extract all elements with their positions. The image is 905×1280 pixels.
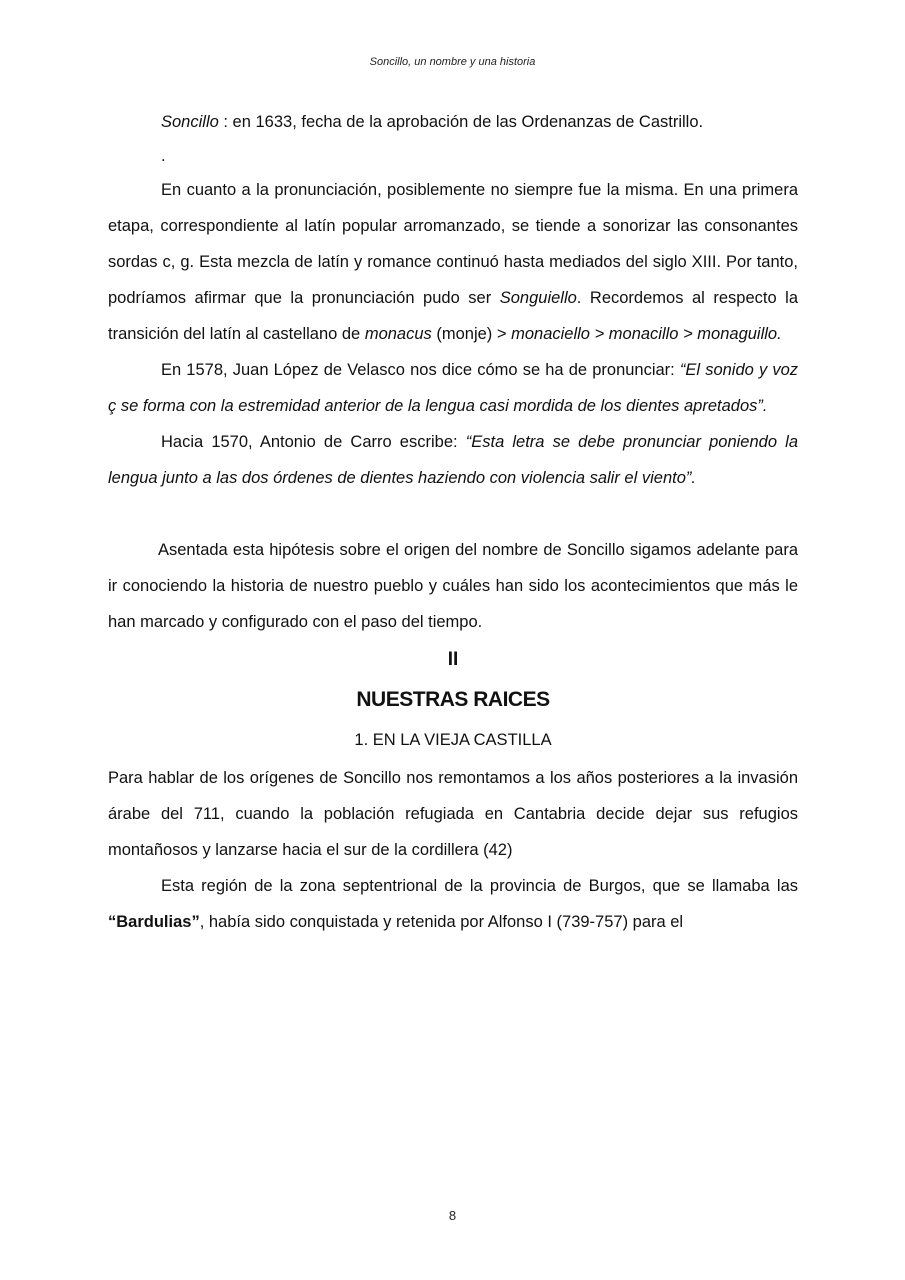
- term-monacus: monacus: [364, 325, 432, 343]
- section-heading: 1. EN LA VIEJA CASTILLA: [354, 731, 552, 749]
- paragraph-pronunciation: En cuanto a la pronunciación, posiblemente no siempre fue la misma. En una primera etapa, correspondiente al latín popular arromanzado, se tiende a sonorizar las consonantes sordas c, g. Esta mezcla de latín y romance continuó hasta mediados del siglo XIII. Por tanto, podríamos afirmar que la pronunciación pudo ser Songuiello. Recordemos al respecto la transición del latín al castellano de monacus (monje) > monaciello > monacillo > monaguillo.: [108, 181, 798, 343]
- paragraph-lopez-velasco: En 1578, Juan López de Velasco nos dice cómo se ha de pronunciar: “El sonido y voz ç se forma con la estremidad anterior de la lengua casi mordida de los dientes apretados”.: [108, 361, 798, 415]
- stray-dot: .: [161, 147, 166, 165]
- page-number: 8: [448, 1208, 457, 1223]
- paragraph-origenes: Para hablar de los orígenes de Soncillo nos remontamos a los años posteriores a la invasión árabe del 711, cuando la población refugiada en Cantabria decide dejar sus refugios montañosos y lanzarse hacia el sur de la cordillera (42): [108, 769, 798, 859]
- paragraph-ordenanzas: [108, 104, 798, 140]
- blank-line: [108, 496, 798, 532]
- term-monaguillo: monaciello > monacillo > monaguillo.: [511, 325, 782, 343]
- ordenanzas-text: : en 1633, fecha de la aprobación de las Ordenanzas de Castrillo.: [218, 113, 704, 131]
- paragraph-antonio-carro: Hacia 1570, Antonio de Carro escribe: “Esta letra se debe pronunciar poniendo la lengua junto a las dos órdenes de dientes haziendo con violencia salir el viento”.: [108, 433, 798, 487]
- quote-antonio-carro: “Esta letra se debe pronunciar poniendo la lengua junto a las dos órdenes de dientes haziendo con violencia salir el viento”.: [108, 433, 798, 487]
- term-bardulias: “Bardulias”: [108, 913, 200, 931]
- quote-lopez-velasco: “El sonido y voz ç se forma con la estremidad anterior de la lengua casi mordida de los dientes apretados”.: [108, 361, 798, 415]
- paragraph-bardulias: Esta región de la zona septentrional de la provincia de Burgos, que se llamaba las “Bardulias”, había sido conquistada y retenida por Alfonso I (739-757) para el: [108, 877, 798, 931]
- paragraph-hipotesis: Asentada esta hipótesis sobre el origen del nombre de Soncillo sigamos adelante para ir conociendo la historia de nuestro pueblo y cuáles han sido los acontecimientos que más le han marcado y configurado con el paso del tiempo.: [108, 541, 798, 631]
- chapter-numeral: II: [447, 649, 459, 670]
- term-soncillo: Soncillo: [161, 113, 219, 131]
- running-header: Soncillo, un nombre y una historia: [369, 56, 536, 68]
- page-body: [108, 104, 798, 940]
- term-songuiello: Songuiello: [499, 289, 577, 307]
- chapter-title: NUESTRAS RAICES: [356, 688, 550, 711]
